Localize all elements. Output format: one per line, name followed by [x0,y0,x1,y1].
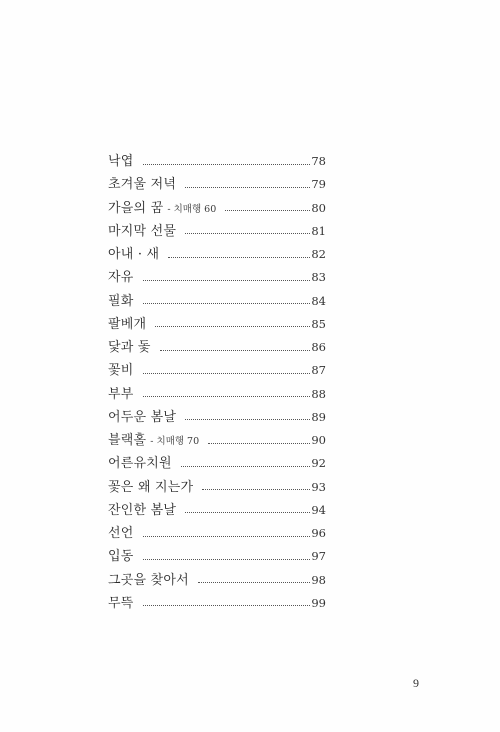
toc-entry-title: 낙엽 [108,154,134,169]
toc-entry-page-number: 94 [311,502,326,517]
dot-leader [143,558,311,560]
toc-entry [108,197,326,220]
toc-entry [108,592,326,615]
toc-entry-title: 블랙홀 [108,433,147,448]
dot-leader [225,209,310,211]
page-number: 9 [413,676,419,690]
dot-leader [185,186,310,188]
toc-entry-page-number: 99 [311,595,326,610]
dot-leader [185,232,310,234]
toc-entry [108,336,326,359]
toc-entry [108,545,326,568]
toc-entry-title: 꽃은 왜 지는가 [108,479,194,495]
toc-entry-title: 선언 [108,526,134,541]
toc-entry-page-number: 83 [311,270,326,285]
toc-entry [108,522,326,545]
toc-entry [108,243,326,266]
toc-entry [108,150,326,173]
toc-entry [108,290,326,313]
toc-entry [108,359,326,382]
toc-entry-title: 무뜩 [108,595,134,611]
toc-entry [108,499,326,522]
toc-entry-subtitle: - 치매행 70 [150,436,200,447]
toc-entry-page-number: 86 [311,340,326,354]
toc-entry [108,406,326,429]
toc-entry-page-number: 98 [311,572,326,587]
toc-entry-page-number: 82 [311,247,326,261]
toc-entry-title: 초겨울 저녁 [108,177,177,193]
toc-entry [108,476,326,499]
dot-leader [198,581,310,583]
dot-leader [181,465,311,467]
toc-entry-title: 그곳을 찾아서 [108,572,189,588]
toc-entry-title: 닻과 돛 [108,340,151,355]
dot-leader [143,535,311,537]
dot-leader [185,511,310,513]
toc-entry-page-number: 92 [311,456,326,471]
toc-entry-page-number: 78 [311,154,326,168]
toc-entry-title: 잔인한 봄날 [108,502,177,518]
dot-leader [208,442,310,444]
toc-entry-page-number: 96 [311,526,326,540]
table-of-contents [108,150,326,615]
dot-leader [143,395,311,397]
toc-entry-page-number: 84 [311,293,326,308]
toc-entry-page-number: 93 [311,479,326,494]
toc-entry [108,429,326,452]
dot-leader [143,302,311,304]
toc-entry-page-number: 79 [311,177,326,192]
toc-entry-page-number: 90 [311,433,326,447]
toc-entry-page-number: 80 [311,200,326,215]
toc-entry [108,220,326,243]
dot-leader [202,488,310,490]
toc-entry-title: 부부 [108,386,134,402]
toc-entry-title: 가을의 꿈 [108,200,164,216]
toc-entry-subtitle: - 치매행 60 [167,203,217,215]
dot-leader [143,604,311,606]
toc-entry-title: 자유 [108,270,134,286]
toc-entry [108,452,326,475]
toc-entry-page-number: 81 [311,223,326,238]
toc-entry-page-number: 89 [311,409,326,424]
toc-entry [108,383,326,406]
toc-entry-title: 아내 · 새 [108,247,160,262]
toc-entry [108,569,326,592]
dot-leader [160,349,311,351]
dot-leader [143,279,311,281]
toc-entry-title: 어두운 봄날 [108,409,177,425]
toc-entry-page-number: 85 [311,316,326,331]
dot-leader [185,418,310,420]
toc-entry-title: 입동 [108,549,134,565]
toc-entry-page-number: 97 [311,549,326,564]
toc-entry-title: 필화 [108,293,134,309]
dot-leader [143,163,311,165]
toc-entry-title: 꽃비 [108,363,134,379]
toc-entry-title: 어른유치원 [108,456,172,472]
toc-entry [108,313,326,336]
dot-leader [168,256,310,258]
toc-entry-title: 마지막 선물 [108,223,177,239]
toc-entry [108,266,326,289]
toc-entry-title: 팔베개 [108,316,147,332]
toc-entry [108,173,326,196]
dot-leader [155,325,310,327]
dot-leader [143,372,311,374]
toc-entry-page-number: 88 [311,386,326,401]
toc-entry-page-number: 87 [311,363,326,378]
